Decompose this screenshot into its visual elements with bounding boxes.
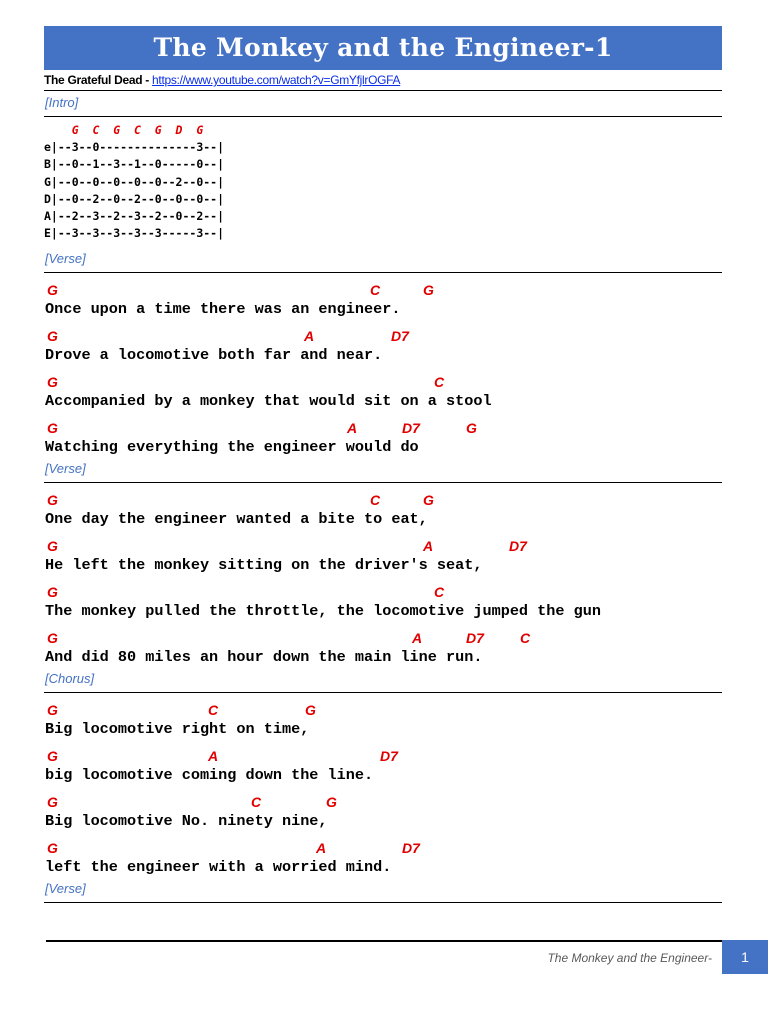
lyric-line: big locomotive coming down the line. bbox=[45, 766, 374, 784]
chord: A bbox=[347, 420, 358, 436]
tab-line-e: e|--3--0--------------3--| bbox=[44, 140, 225, 155]
chord: C bbox=[370, 282, 381, 298]
lyric-line: Drove a locomotive both far and near. bbox=[45, 346, 383, 364]
lyric-line: Watching everything the engineer would do bbox=[45, 438, 419, 456]
lyric-line: And did 80 miles an hour down the main line run. bbox=[45, 648, 483, 666]
section-verse-1-label: [Verse] bbox=[45, 251, 86, 266]
chord: A bbox=[208, 748, 219, 764]
chord: G bbox=[47, 420, 58, 436]
lyric-line: Once upon a time there was an engineer. bbox=[45, 300, 401, 318]
chord: A bbox=[423, 538, 434, 554]
lyric-line: He left the monkey sitting on the driver's seat, bbox=[45, 556, 483, 574]
chord: D7 bbox=[402, 840, 420, 856]
page-number: 1 bbox=[722, 940, 768, 974]
chord: C bbox=[208, 702, 219, 718]
youtube-link[interactable]: https://www.youtube.com/watch?v=GmYfjlrOGFA bbox=[152, 73, 401, 87]
chord: G bbox=[47, 584, 58, 600]
chord: C bbox=[520, 630, 531, 646]
footer-rule bbox=[46, 940, 722, 942]
section-verse-3 bbox=[44, 878, 722, 903]
section-chorus-label: [Chorus] bbox=[45, 671, 95, 686]
chord: G bbox=[47, 538, 58, 554]
tab-line-A: A|--2--3--2--3--2--0--2--| bbox=[44, 209, 225, 224]
chord: C bbox=[434, 374, 445, 390]
chord: A bbox=[304, 328, 315, 344]
section-verse-1 bbox=[44, 248, 722, 273]
chord: A bbox=[316, 840, 327, 856]
chord: G bbox=[423, 282, 434, 298]
lyric-line: The monkey pulled the throttle, the locomotive jumped the gun bbox=[45, 602, 601, 620]
chord: G bbox=[47, 328, 58, 344]
section-chorus bbox=[44, 668, 722, 693]
chord: G bbox=[47, 374, 58, 390]
chord: G bbox=[47, 492, 58, 508]
song-title: The Monkey and the Engineer-1 bbox=[44, 26, 722, 70]
lyric-line: Big locomotive No. ninety nine, bbox=[45, 812, 328, 830]
tab-line-B: B|--0--1--3--1--0-----0--| bbox=[44, 157, 225, 172]
chord: G bbox=[47, 630, 58, 646]
tab-line-G: G|--0--0--0--0--0--2--0--| bbox=[44, 174, 225, 189]
section-intro-label: [Intro] bbox=[45, 95, 79, 110]
chord: G bbox=[326, 794, 337, 810]
lyric-line: left the engineer with a worried mind. bbox=[45, 858, 392, 876]
chord: D7 bbox=[509, 538, 527, 554]
guitar-tab bbox=[44, 122, 224, 242]
footer-title: The Monkey and the Engineer- bbox=[547, 951, 712, 965]
chord: A bbox=[412, 630, 423, 646]
chord: G bbox=[47, 702, 58, 718]
chord: G bbox=[423, 492, 434, 508]
artist-line bbox=[44, 72, 722, 91]
chord: C bbox=[251, 794, 262, 810]
chord: G bbox=[47, 748, 58, 764]
chord: D7 bbox=[391, 328, 409, 344]
chord: C bbox=[434, 584, 445, 600]
lyric-line: Accompanied by a monkey that would sit on a stool bbox=[45, 392, 492, 410]
chord: G bbox=[47, 840, 58, 856]
artist-label: The Grateful Dead - bbox=[44, 73, 153, 87]
chord: G bbox=[47, 282, 58, 298]
section-verse-2-label: [Verse] bbox=[45, 461, 86, 476]
chord: C bbox=[370, 492, 381, 508]
lyric-line: One day the engineer wanted a bite to eat, bbox=[45, 510, 428, 528]
chord: D7 bbox=[380, 748, 398, 764]
chord: D7 bbox=[402, 420, 420, 436]
chord: G bbox=[466, 420, 477, 436]
tab-line-E: E|--3--3--3--3--3-----3--| bbox=[44, 226, 225, 241]
lyric-line: Big locomotive right on time, bbox=[45, 720, 310, 738]
tab-line-D: D|--0--2--0--2--0--0--0--| bbox=[44, 191, 225, 206]
chord: G bbox=[47, 794, 58, 810]
chord: G bbox=[305, 702, 316, 718]
tab-chords: G C G C G D G bbox=[44, 123, 204, 137]
section-intro bbox=[44, 92, 722, 117]
chord: D7 bbox=[466, 630, 484, 646]
section-verse-3-label: [Verse] bbox=[45, 881, 86, 896]
section-verse-2 bbox=[44, 458, 722, 483]
